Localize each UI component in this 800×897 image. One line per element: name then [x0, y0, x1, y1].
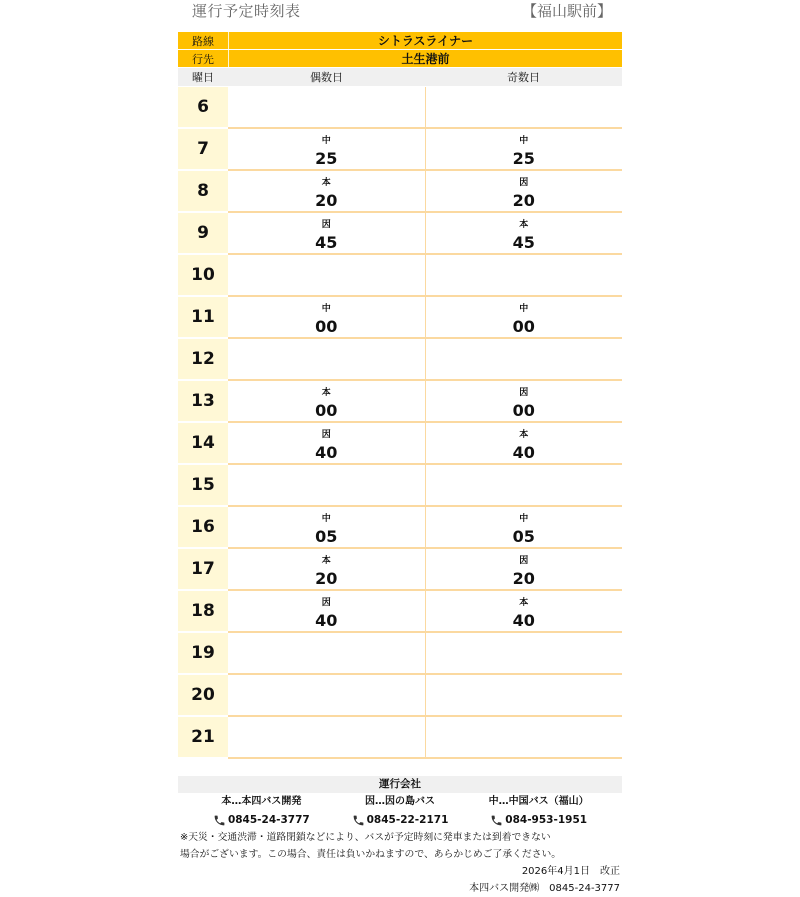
- even-day-cell: [228, 171, 426, 213]
- even-day-cell: [228, 87, 426, 129]
- operator-name: 本…本四バス開発: [221, 796, 302, 807]
- departure-minute: 20: [512, 569, 535, 588]
- operators-list: [178, 793, 622, 829]
- departure-minute: 40: [512, 443, 535, 462]
- operator-code: 因: [321, 430, 331, 440]
- route-label: 路線: [178, 32, 229, 49]
- odd-day-cell: [426, 297, 623, 339]
- hour-row: [178, 381, 622, 423]
- odd-day-cell: [426, 675, 623, 717]
- even-day-cell: [228, 381, 426, 423]
- even-day-cell: [228, 213, 426, 255]
- operator-name: 中…中国バス（福山）: [488, 796, 589, 807]
- even-day-cell: [228, 423, 426, 465]
- hour-row: [178, 717, 622, 759]
- even-day-cell: [228, 675, 426, 717]
- hour-row: [178, 549, 622, 591]
- issuer-info: 本四バス開発㈱ 0845-24-3777: [469, 883, 620, 894]
- stop-name: 【福山駅前】: [521, 2, 612, 20]
- even-day-cell: [228, 339, 426, 381]
- operator-code: 因: [519, 556, 529, 566]
- operator-code: 中: [519, 304, 529, 314]
- operator-code: 中: [321, 304, 331, 314]
- odd-day-cell: [426, 255, 623, 297]
- hour-label: 12: [178, 339, 228, 381]
- operator-phone[interactable]: [490, 811, 587, 829]
- route-row: [178, 32, 622, 49]
- odd-day-header: 奇数日: [507, 71, 540, 84]
- hour-label: 11: [178, 297, 228, 339]
- even-day-cell: [228, 507, 426, 549]
- operator-code: 中: [519, 514, 529, 524]
- departure-minute: 40: [315, 611, 338, 630]
- departure-minute: 20: [315, 191, 338, 210]
- hour-row: [178, 339, 622, 381]
- departure-minute: 20: [315, 569, 338, 588]
- operator-phone[interactable]: [213, 811, 310, 829]
- departure-minute: 05: [315, 527, 338, 546]
- hour-label: 7: [178, 129, 228, 171]
- odd-day-cell: [426, 717, 623, 759]
- odd-day-cell: [426, 381, 623, 423]
- document-title: 運行予定時刻表: [192, 2, 301, 20]
- hour-label: 20: [178, 675, 228, 717]
- hour-label: 13: [178, 381, 228, 423]
- odd-day-cell: [426, 549, 623, 591]
- departure-minute: 00: [315, 317, 338, 336]
- odd-day-cell: [426, 213, 623, 255]
- even-day-cell: [228, 549, 426, 591]
- hour-row: [178, 633, 622, 675]
- operator-code: 中: [519, 136, 529, 146]
- operator-honshi: [192, 793, 331, 829]
- day-header-row: [178, 68, 622, 86]
- odd-day-cell: [426, 633, 623, 675]
- phone-icon: [352, 814, 365, 827]
- operator-code: 中: [321, 514, 331, 524]
- operator-code: 因: [321, 220, 331, 230]
- operator-code: 本: [321, 388, 331, 398]
- timetable-grid: [178, 87, 622, 759]
- operator-code: 中: [321, 136, 331, 146]
- hour-row: [178, 423, 622, 465]
- day-label: 曜日: [192, 71, 214, 84]
- departure-minute: 00: [512, 317, 535, 336]
- even-day-cell: [228, 591, 426, 633]
- hour-label: 19: [178, 633, 228, 675]
- hour-label: 18: [178, 591, 228, 633]
- departure-minute: 40: [512, 611, 535, 630]
- even-day-header: 偶数日: [310, 71, 343, 84]
- timetable-page: [178, 0, 622, 894]
- departure-minute: 00: [512, 401, 535, 420]
- notice-line-1: ※天災・交通渋滞・道路閉鎖などにより、バスが予定時刻に発車または到着できない: [180, 832, 551, 843]
- odd-day-cell: [426, 507, 623, 549]
- operator-tel: 0845-24-3777: [227, 814, 310, 826]
- hour-row: [178, 465, 622, 507]
- odd-day-cell: [426, 87, 623, 129]
- destination-row: [178, 50, 622, 67]
- even-day-cell: [228, 129, 426, 171]
- odd-day-cell: [426, 423, 623, 465]
- hour-row: [178, 129, 622, 171]
- hour-row: [178, 171, 622, 213]
- hour-row: [178, 507, 622, 549]
- operator-innoshima: [331, 793, 470, 829]
- hour-row: [178, 591, 622, 633]
- operator-phone[interactable]: [352, 811, 449, 829]
- odd-day-cell: [426, 129, 623, 171]
- departure-minute: 25: [512, 149, 535, 168]
- destination-value: 土生港前: [401, 52, 450, 66]
- departure-minute: 05: [512, 527, 535, 546]
- operator-code: 本: [321, 556, 331, 566]
- hour-row: [178, 213, 622, 255]
- hour-label: 8: [178, 171, 228, 213]
- operator-code: 因: [321, 598, 331, 608]
- revision-date: 2026年4月1日 改正: [521, 866, 620, 877]
- operator-code: 本: [321, 178, 331, 188]
- operator-name: 因…因の島バス: [365, 796, 435, 807]
- even-day-cell: [228, 465, 426, 507]
- departure-minute: 40: [315, 443, 338, 462]
- destination-label: 行先: [178, 50, 229, 67]
- hour-label: 16: [178, 507, 228, 549]
- disclaimer-notice: [178, 829, 622, 863]
- hour-label: 17: [178, 549, 228, 591]
- hour-row: [178, 87, 622, 129]
- hour-label: 9: [178, 213, 228, 255]
- operator-code: 本: [519, 220, 529, 230]
- odd-day-cell: [426, 591, 623, 633]
- footer: [178, 776, 622, 897]
- odd-day-cell: [426, 339, 623, 381]
- even-day-cell: [228, 297, 426, 339]
- odd-day-cell: [426, 465, 623, 507]
- hour-label: 21: [178, 717, 228, 759]
- operator-code: 因: [519, 388, 529, 398]
- route-value: シトラスライナー: [377, 34, 474, 48]
- hour-row: [178, 297, 622, 339]
- hour-row: [178, 675, 622, 717]
- even-day-cell: [228, 633, 426, 675]
- even-day-cell: [228, 255, 426, 297]
- hour-label: 6: [178, 87, 228, 129]
- departure-minute: 25: [315, 149, 338, 168]
- operator-code: 因: [519, 178, 529, 188]
- operator-tel: 0845-22-2171: [366, 814, 449, 826]
- departure-minute: 45: [315, 233, 338, 252]
- operator-chugoku: [469, 793, 608, 829]
- departure-minute: 45: [512, 233, 535, 252]
- hour-label: 15: [178, 465, 228, 507]
- operator-code: 本: [519, 598, 529, 608]
- odd-day-cell: [426, 171, 623, 213]
- notice-line-2: 場合がございます。この場合、責任は負いかねますので、あらかじめご了承ください。: [180, 849, 562, 860]
- operator-code: 本: [519, 430, 529, 440]
- phone-icon: [213, 814, 226, 827]
- departure-minute: 00: [315, 401, 338, 420]
- departure-minute: 20: [512, 191, 535, 210]
- hour-label: 10: [178, 255, 228, 297]
- hour-row: [178, 255, 622, 297]
- even-day-cell: [228, 717, 426, 759]
- phone-icon: [490, 814, 503, 827]
- operators-title: 運行会社: [178, 776, 622, 793]
- title-row: [178, 0, 622, 30]
- hour-label: 14: [178, 423, 228, 465]
- operator-tel: 084-953-1951: [505, 814, 588, 826]
